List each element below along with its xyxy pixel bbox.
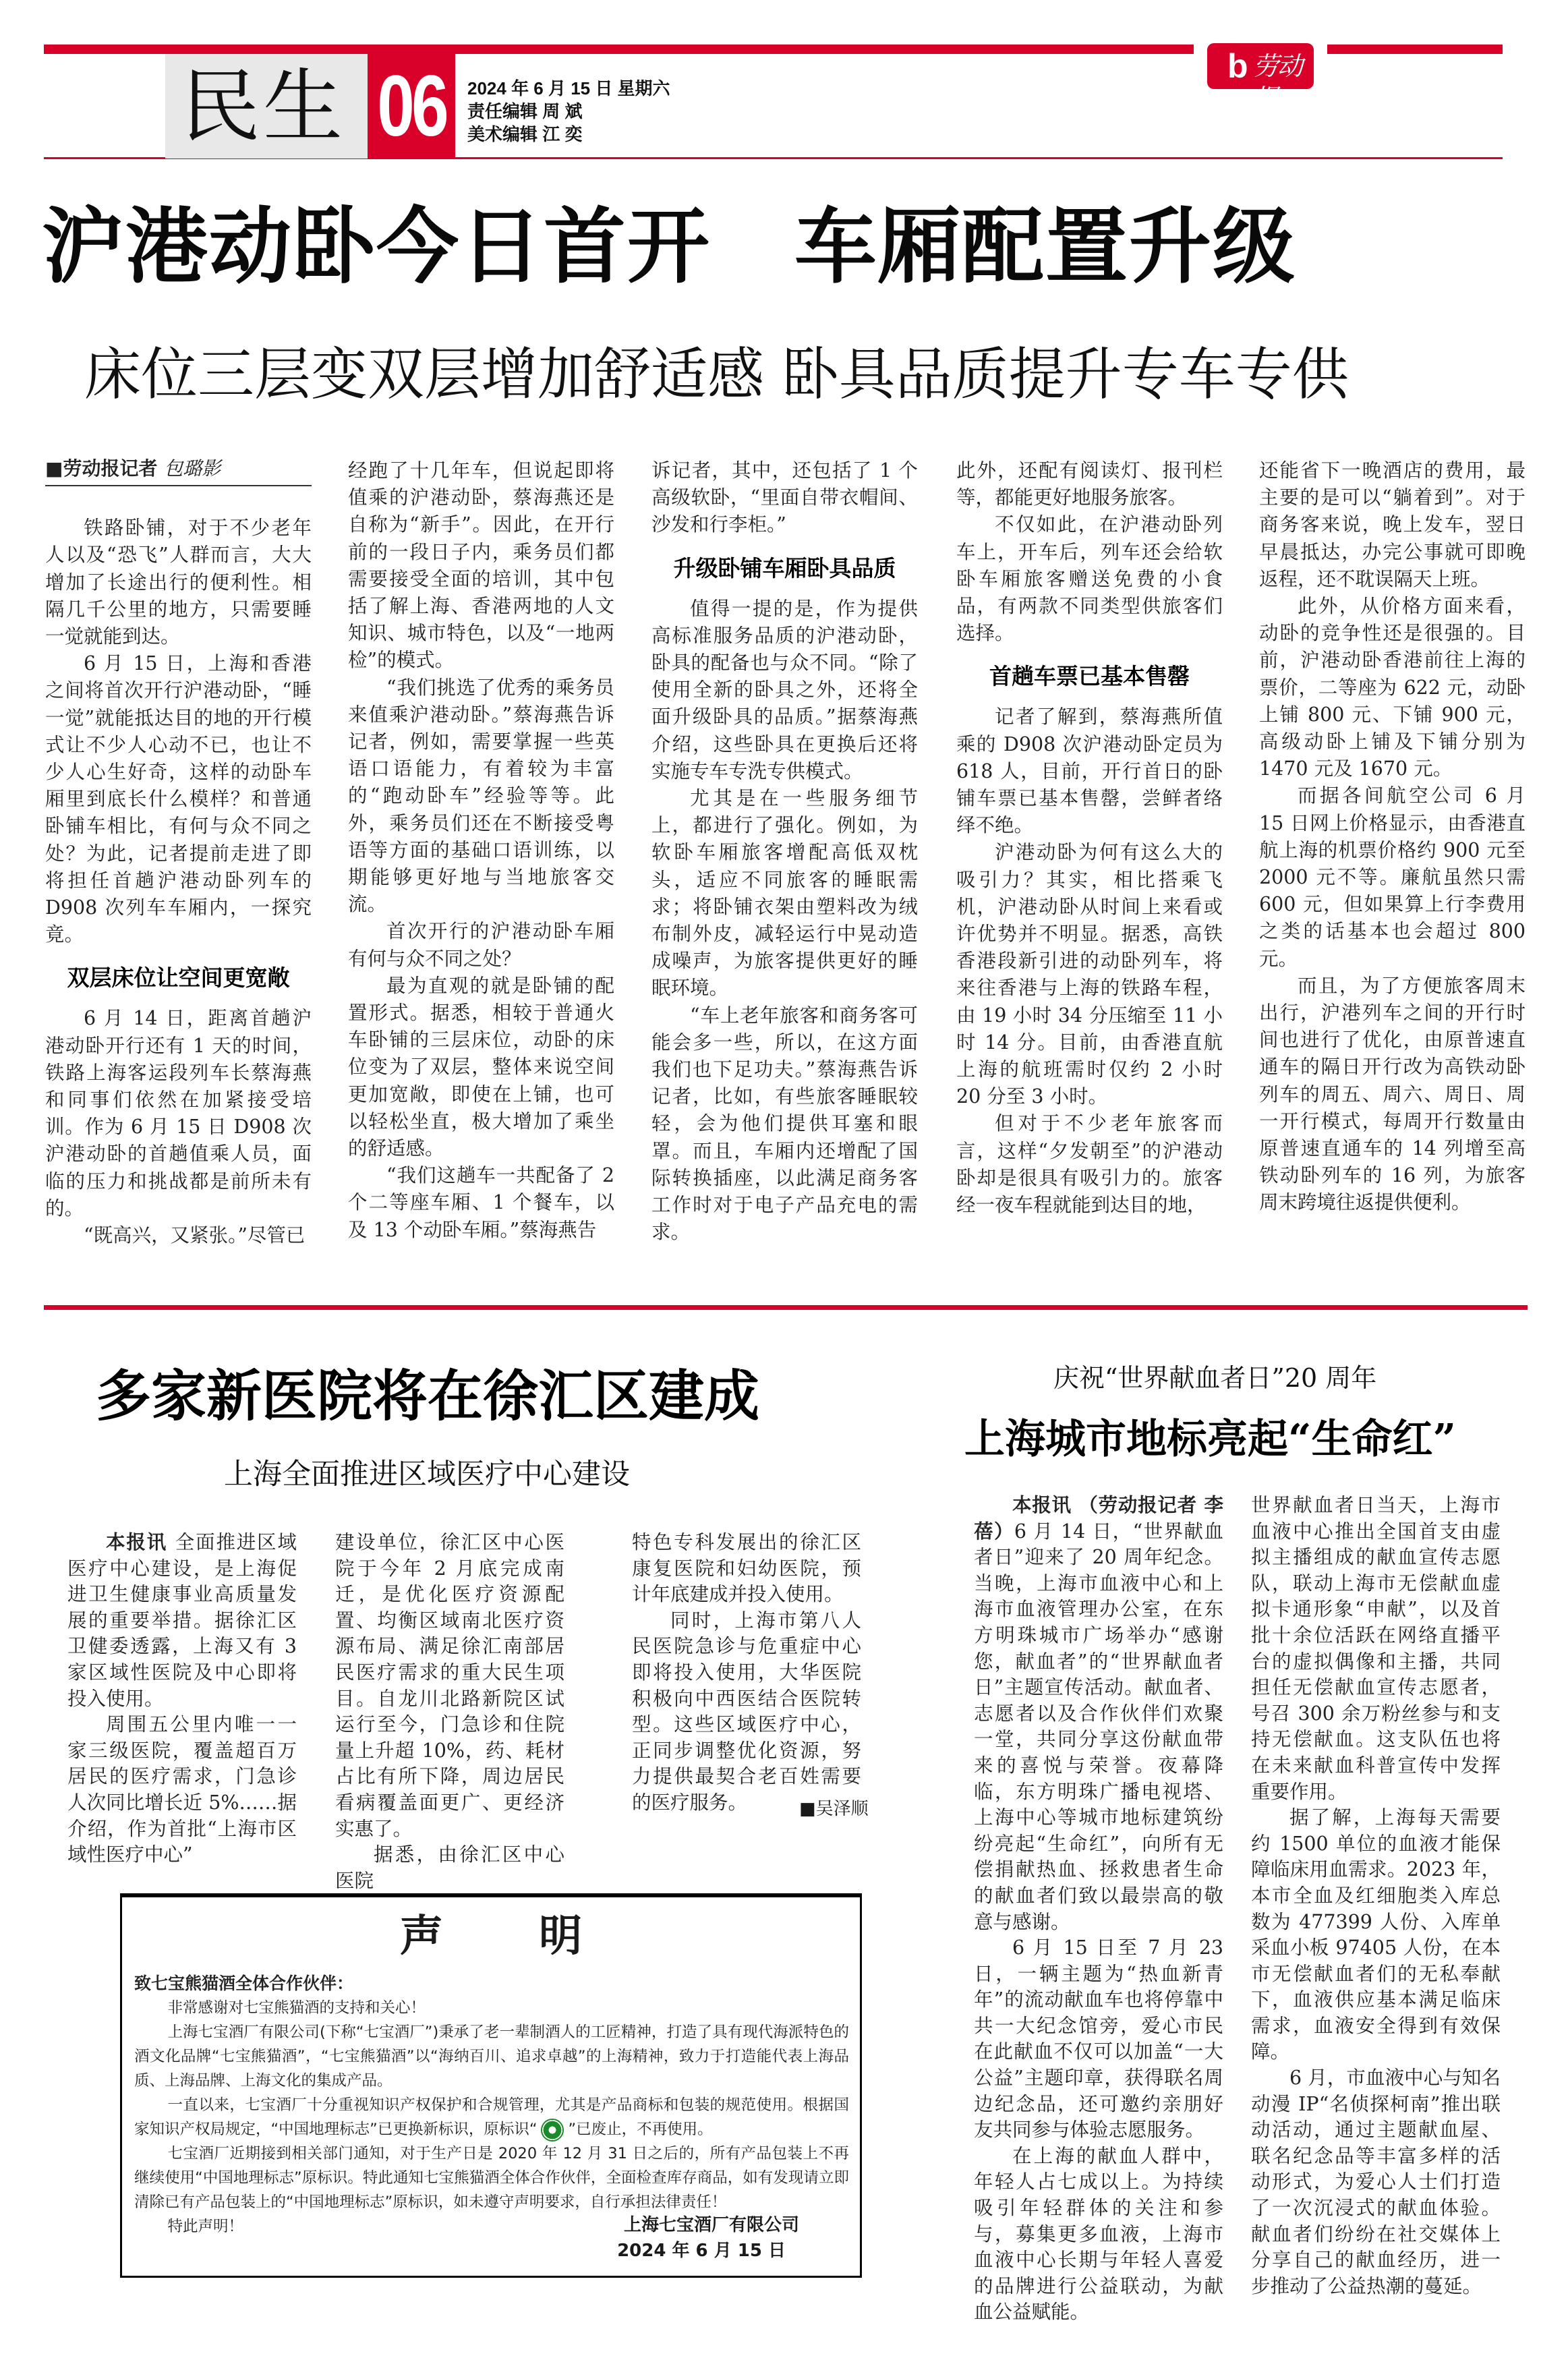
article-paragraph: 尤其是在一些服务细节上，都进行了强化。例如，为软卧车厢旅客增配高低双枕头，适应不同旅客的睡眠需求；将卧铺衣架由塑料改为绒布制外皮，减轻运行中晃动造成噪声，为旅客提供更好的睡眠环境。 xyxy=(651,787,918,1000)
paragraph-text: 世界献血者日当天，上海市血液中心推出全国首支由虚拟主播组成的献血宣传志愿队，联动上海市无偿献血虚拟卡通形象“申献”，以及首批十余位活跃在网络直播平台的虚拟偶像和主播，共同担任无偿献血宣传志愿者，号召 300 余万粉丝参与和支持无偿献血。这支队伍也将在未来献血科普宣传中发挥重要作用。 xyxy=(1251,1494,1501,1803)
article-paragraph xyxy=(632,1530,861,1608)
masthead-top-bar-right xyxy=(1327,45,1503,54)
dateline: 本报讯 xyxy=(1012,1494,1079,1516)
article-paragraph: 诉记者，其中，还包括了 1 个高级软卧，“里面自带衣帽间、沙发和行李柜。” xyxy=(651,459,918,536)
logo-text: 劳动报 xyxy=(1253,51,1302,113)
article-paragraph: 铁路卧铺，对于不少老年人以及“恐飞”人群而言，大大增加了长途出行的便利性。相隔几千公里的地方，只需要睡一觉就能到达。 xyxy=(45,517,312,648)
notice-box xyxy=(120,1893,862,2278)
subsection-heading: 升级卧铺车厢卧具品质 xyxy=(673,554,896,581)
dateline: 本报讯 xyxy=(106,1531,175,1553)
newspaper-logo[interactable] xyxy=(1207,43,1314,113)
article-paragraph: 首次开行的沪港动卧车厢有何与众不同之处？ xyxy=(348,920,614,970)
lead-column-4 xyxy=(956,457,1223,1219)
notice-title: 声 明 xyxy=(399,1912,623,1961)
blood-column-1 xyxy=(974,1493,1223,2326)
article-paragraph: 沪港动卧为何有这么大的吸引力？其实，相比搭乘飞机，沪港动卧从时间上来看或许优势并不明显。据悉，高铁香港段新引进的动卧列车，将来往香港与上海的铁路车程，由 19 小时 34 分压缩至 11 小时 14 分。目前，由香港直航上海的航班需时仅约 2 小时 20 分至 3 小时。 xyxy=(956,841,1223,1108)
paragraph-text: 6 月，市血液中心与知名动漫 IP“名侦探柯南”推出联动活动，通过主题献血屋、联名纪念品等丰富多样的活动形式，为爱心人士们打造了一次沉浸式的献血体验。献血者们纷纷在社交媒体上分享自己的献血经历，进一步推动了公益热潮的蔓延。 xyxy=(1251,2067,1501,2297)
notice-paragraph: 七宝酒厂近期接到相关部门通知，对于生产日是 2020 年 12 月 31 日之后的，所有产品包装上不再继续使用“中国地理标志”原标识。特此通知七宝熊猫酒全体合作伙伴，全面检查库存商品，如有发现请立即清除已有产品包装上的“中国地理标志”原标识，如未遵守声明要求，自行承担法律责任！ xyxy=(134,2145,849,2211)
issue-date: 2024 年 6 月 15 日 星期六 xyxy=(467,78,670,98)
hospital-column-1 xyxy=(67,1530,297,1868)
article-paragraph xyxy=(67,1530,297,1712)
notice-paragraph: 非常感谢对七宝熊猫酒的支持和关心！ xyxy=(167,1999,426,2017)
subsection-heading: 双层床位让空间更宽敞 xyxy=(67,965,290,992)
article-paragraph: 但对于不少老年旅客而言，这样“夕发朝至”的沪港动卧却是很具有吸引力的。旅客经一夜车程就能到达目的地， xyxy=(956,1112,1223,1217)
article-paragraph: 6 月 14 日，距离首趟沪港动卧开行还有 1 天的时间，铁路上海客运段列车长蔡海燕和同事们依然在加紧接受培训。作为 6 月 15 日 D908 次沪港动卧的首趟值乘人员，面临的压力和挑战都是前所未有的。 xyxy=(45,1007,312,1219)
page-number: 06 xyxy=(377,58,446,154)
article-paragraph xyxy=(974,2144,1223,2326)
notice-paragraph-text: 一直以来，七宝酒厂十分重视知识产权保护和合规管理，尤其是产品商标和包装的规范使用。根据国家知识产权局规定，“中国地理标志”已更换新标识，原标识“ xyxy=(134,2096,849,2138)
notice-company: 上海七宝酒厂有限公司 xyxy=(623,2215,799,2235)
lead-column-2 xyxy=(348,457,614,1244)
article-paragraph: 6 月 15 日，上海和香港之间将首次开行沪港动卧，“睡一觉”就能抵达目的地的开行模式让不少人心动不已，也让不少人心生好奇，这样的动卧车厢里到底长什么模样？和普通卧铺车相比，有何与众不同之处？为此，记者提前走进了即将担任首趟沪港动卧列车的 D908 次列车车厢内，一探究竟。 xyxy=(45,652,312,946)
notice-body xyxy=(134,1972,849,2239)
paragraph-text: 同时，上海市第八人民医院急诊与危重症中心即将投入使用，大华医院积极向中西医结合医院转型。这些区域医疗中心，正同步调整优化资源，努力提供最契合老百姓需要的医疗服务。 xyxy=(632,1609,861,1814)
blood-column-2 xyxy=(1251,1493,1501,2299)
paragraph-text: 建设单位，徐汇区中心医院于今年 2 月底完成南迁，是优化医疗资源配置、均衡区域南北医疗资源布局、满足徐汇南部居民医疗需求的重大民生项目。自龙川北路新院区试运行至今，门急诊和住院量上升超 10%，药、耗材占比有所下降，周边居民看病覆盖面更广、更经济实惠了。 xyxy=(335,1531,564,1840)
hospital-column-3 xyxy=(632,1530,861,1816)
article-paragraph: 值得一提的是，作为提供高标准服务品质的沪港动卧，卧具的配备也与众不同。“除了使用全新的卧具之外，还将全面升级卧具的品质。”据蔡海燕介绍，这些卧具在更换后还将实施专车专洗专供模式。 xyxy=(651,597,918,782)
paragraph-text: 据悉，由徐汇区中心医院 xyxy=(335,1843,564,1892)
article-paragraph xyxy=(1251,1493,1501,1805)
article-paragraph xyxy=(974,1935,1223,2144)
hospital-subheadline: 上海全面推进区域医疗中心建设 xyxy=(224,1458,630,1491)
paragraph-text: 6 月 14 日，“世界献血者日”迎来了 20 周年纪念。当晚，上海市血液中心和上海市血液管理办公室，在东方明珠城市广场举办“感谢您，献血者”的“世界献血者日”主题宣传活动。献血者、志愿者以及合作伙伴们欢聚一堂，共同分享这份献血带来的喜悦与荣誉。夜幕降临，东方明珠广播电视塔、上海中心等城市地标建筑纷纷亮起“生命红”，向所有无偿捐献热血、拯救患者生命的献血者们致以最崇高的敬意与感谢。 xyxy=(974,1520,1223,1933)
article-paragraph: “我们挑选了优秀的乘务员来值乘沪港动卧。”蔡海燕告诉记者，例如，需要掌握一些英语口语能力，有着较为丰富的“跑动卧车”经验等等。此外，乘务员们还在不断接受粤语等方面的基础口语训练，以期能够更好地与当地旅客交流。 xyxy=(348,676,614,916)
article-paragraph xyxy=(67,1712,297,1868)
article-paragraph: 此外，还配有阅读灯、报刊栏等，都能更好地服务旅客。 xyxy=(956,459,1223,509)
subsection-heading: 首趟车票已基本售罄 xyxy=(989,663,1190,690)
article-paragraph: 经跑了十几年车，但说起即将值乘的沪港动卧，蔡海燕还是自称为“新手”。因此，在开行前的一段日子内，乘务员们都需要接受全面的培训，其中包括了解上海、香港两地的人文知识、城市特色，以及“一地两检”的模式。 xyxy=(348,459,614,672)
logo-mark-icon: b xyxy=(1227,47,1248,85)
notice-paragraph-text-after-seal: ”已废止，不再使用。 xyxy=(568,2121,713,2138)
article-paragraph: 不仅如此，在沪港动卧列车上，开车后，列车还会给软卧车厢旅客赠送免费的小食品，有两款不同类型供旅客们选择。 xyxy=(956,513,1223,645)
article-paragraph: “我们这趟车一共配备了 2 个二等座车厢、1 个餐车，以及 13 个动卧车厢。”蔡海燕告 xyxy=(348,1164,614,1241)
article-paragraph xyxy=(1251,1805,1501,2065)
geographical-indication-seal-icon xyxy=(541,2119,564,2142)
blood-headline: 上海城市地标亮起“生命红” xyxy=(964,1416,1457,1463)
lead-column-1 xyxy=(45,455,312,1249)
section-name: 民生 xyxy=(181,60,346,153)
reporter-byline: （劳动报记者 李蓓） xyxy=(974,1494,1223,1543)
article-paragraph: 此外，从价格方面来看，动卧的竞争性还是很强的。目前，沪港动卧香港前往上海的票价，二等座为 622 元，动卧上铺 800 元、下铺 900 元，高级动卧上铺及下铺分别为 1470 元及 1670 元。 xyxy=(1259,595,1526,780)
article-paragraph: 记者了解到，蔡海燕所值乘的 D908 次沪港动卧定员为 618 人，目前，开行首日的卧铺车票已基本售罄，尝鲜者络绎不绝。 xyxy=(956,706,1223,837)
lead-byline xyxy=(45,455,312,486)
notice-paragraph: 上海七宝酒厂有限公司(下称“七宝酒厂”)秉承了老一辈制酒人的工匠精神，打造了具有现代海派特色的酒文化品牌“七宝熊猫酒”，“七宝熊猫酒”以“海纳百川、追求卓越”的上海精神，致力于打造能代表上海品质、上海品牌、上海文化的集成产品。 xyxy=(134,2023,849,2090)
article-paragraph: 而据各间航空公司 6 月 15 日网上价格显示，由香港直航上海的机票价格约 900 元至 2000 元不等。廉航虽然只需 600 元，但如果算上行李费用之类的话基本也会超过 800 元。 xyxy=(1259,784,1526,970)
lead-column-5 xyxy=(1259,457,1526,1217)
article-paragraph: “既高兴，又紧张。”尽管已 xyxy=(84,1224,306,1247)
responsible-editor: 责任编辑 周 斌 xyxy=(467,101,583,121)
article-paragraph xyxy=(335,1842,564,1894)
byline-label: ■劳动报记者 xyxy=(45,457,158,480)
paragraph-text: 6 月 15 日至 7 月 23 日，一辆主题为“热血新青年”的流动献血车也将停靠中共一大纪念馆旁，爱心市民在此献血不仅可以加盖“一大公益”主题印章，获得联名周边纪念品，还可邀约亲朋好友共同参与体验志愿服务。 xyxy=(974,1936,1223,2142)
byline-name: 包璐影 xyxy=(164,457,221,480)
paragraph-text: 周围五公里内唯一一家三级医院，覆盖超百万居民的医疗需求，门急诊人次同比增长近 5%……据介绍，作为首批“上海市区域性医疗中心” xyxy=(67,1713,297,1866)
art-editor: 美术编辑 江 奕 xyxy=(467,124,583,144)
article-paragraph xyxy=(1251,2065,1501,2299)
lead-subheadline: 床位三层变双层增加舒适感 卧具品质提升专车专供 xyxy=(84,341,1349,407)
notice-paragraph xyxy=(134,2093,849,2142)
masthead-top-bar-left xyxy=(44,45,1194,54)
lead-column-3 xyxy=(651,457,918,1246)
article-paragraph: 还能省下一晚酒店的费用，最主要的是可以“躺着到”。对于商务客来说，晚上发车，翌日早晨抵达，办完公事就可即晚返程，还不耽误隔天上班。 xyxy=(1259,459,1526,590)
article-paragraph: 最为直观的就是卧铺的配置形式。据悉，相较于普通火车卧铺的三层床位，动卧的床位变为了双层，整体来说空间更加宽敞，即使在上铺，也可以轻松坐直，极大增加了乘坐的舒适感。 xyxy=(348,974,614,1160)
lead-headline: 沪港动卧今日首开 车厢配置升级 xyxy=(42,198,1296,295)
section-divider xyxy=(44,1305,1528,1310)
paragraph-text: 特色专科发展出的徐汇区康复医院和妇幼医院，预计年底建成并投入使用。 xyxy=(632,1531,861,1606)
article-paragraph xyxy=(632,1608,861,1816)
hospital-signature: ■吴泽顺 xyxy=(799,1799,869,1819)
notice-salutation: 致七宝熊猫酒全体合作伙伴： xyxy=(134,1974,354,1993)
paragraph-text: 全面推进区域医疗中心建设，是上海促进卫生健康事业高质量发展的重要举措。据徐汇区卫健委透露，上海又有 3 家区域性医院及中心即将投入使用。 xyxy=(67,1531,297,1710)
hospital-headline: 多家新医院将在徐汇区建成 xyxy=(96,1364,760,1429)
article-paragraph: 而且，为了方便旅客周末出行，沪港列车之间的开行时间也进行了优化，由原普速直通车的隔日开行改为高铁动卧列车的周五、周六、周日、周一开行模式，每周开行数量由原普速直通车的 14 列增至高铁动卧列车的 16 列，为旅客周末跨境往返提供便利。 xyxy=(1259,974,1526,1214)
notice-paragraph: 特此声明！ xyxy=(167,2218,244,2235)
article-paragraph: “车上老年旅客和商务客可能会多一些，所以，在这方面我们也下足功夫。”蔡海燕告诉记者，比如，有些旅客睡眠较轻，会为他们提供耳塞和眼罩。而且，车厢内还增配了国际转换插座，以此满足商务客工作时对于电子产品充电的需求。 xyxy=(651,1004,918,1244)
paragraph-text: 在上海的献血人群中，年轻人占七成以上。为持续吸引年轻群体的关注和参与，募集更多血液，上海市血液中心长期与年轻人喜爱的品牌进行公益联动，为献血公益赋能。 xyxy=(974,2144,1223,2324)
article-paragraph xyxy=(974,1493,1223,1935)
blood-kicker: 庆祝“世界献血者日”20 周年 xyxy=(1053,1363,1377,1393)
article-paragraph xyxy=(335,1530,564,1842)
hospital-column-2 xyxy=(335,1530,564,1894)
paragraph-text: 据了解，上海每天需要约 1500 单位的血液才能保障临床用血需求。2023 年，本市全血及红细胞类入库总数为 477399 人份、入库单采血小板 97405 人份，在本市无偿献血者们的无私奉献下，血液供应基本满足临床需求，血液安全得到有效保障。 xyxy=(1251,1806,1501,2063)
notice-date: 2024 年 6 月 15 日 xyxy=(617,2241,786,2261)
